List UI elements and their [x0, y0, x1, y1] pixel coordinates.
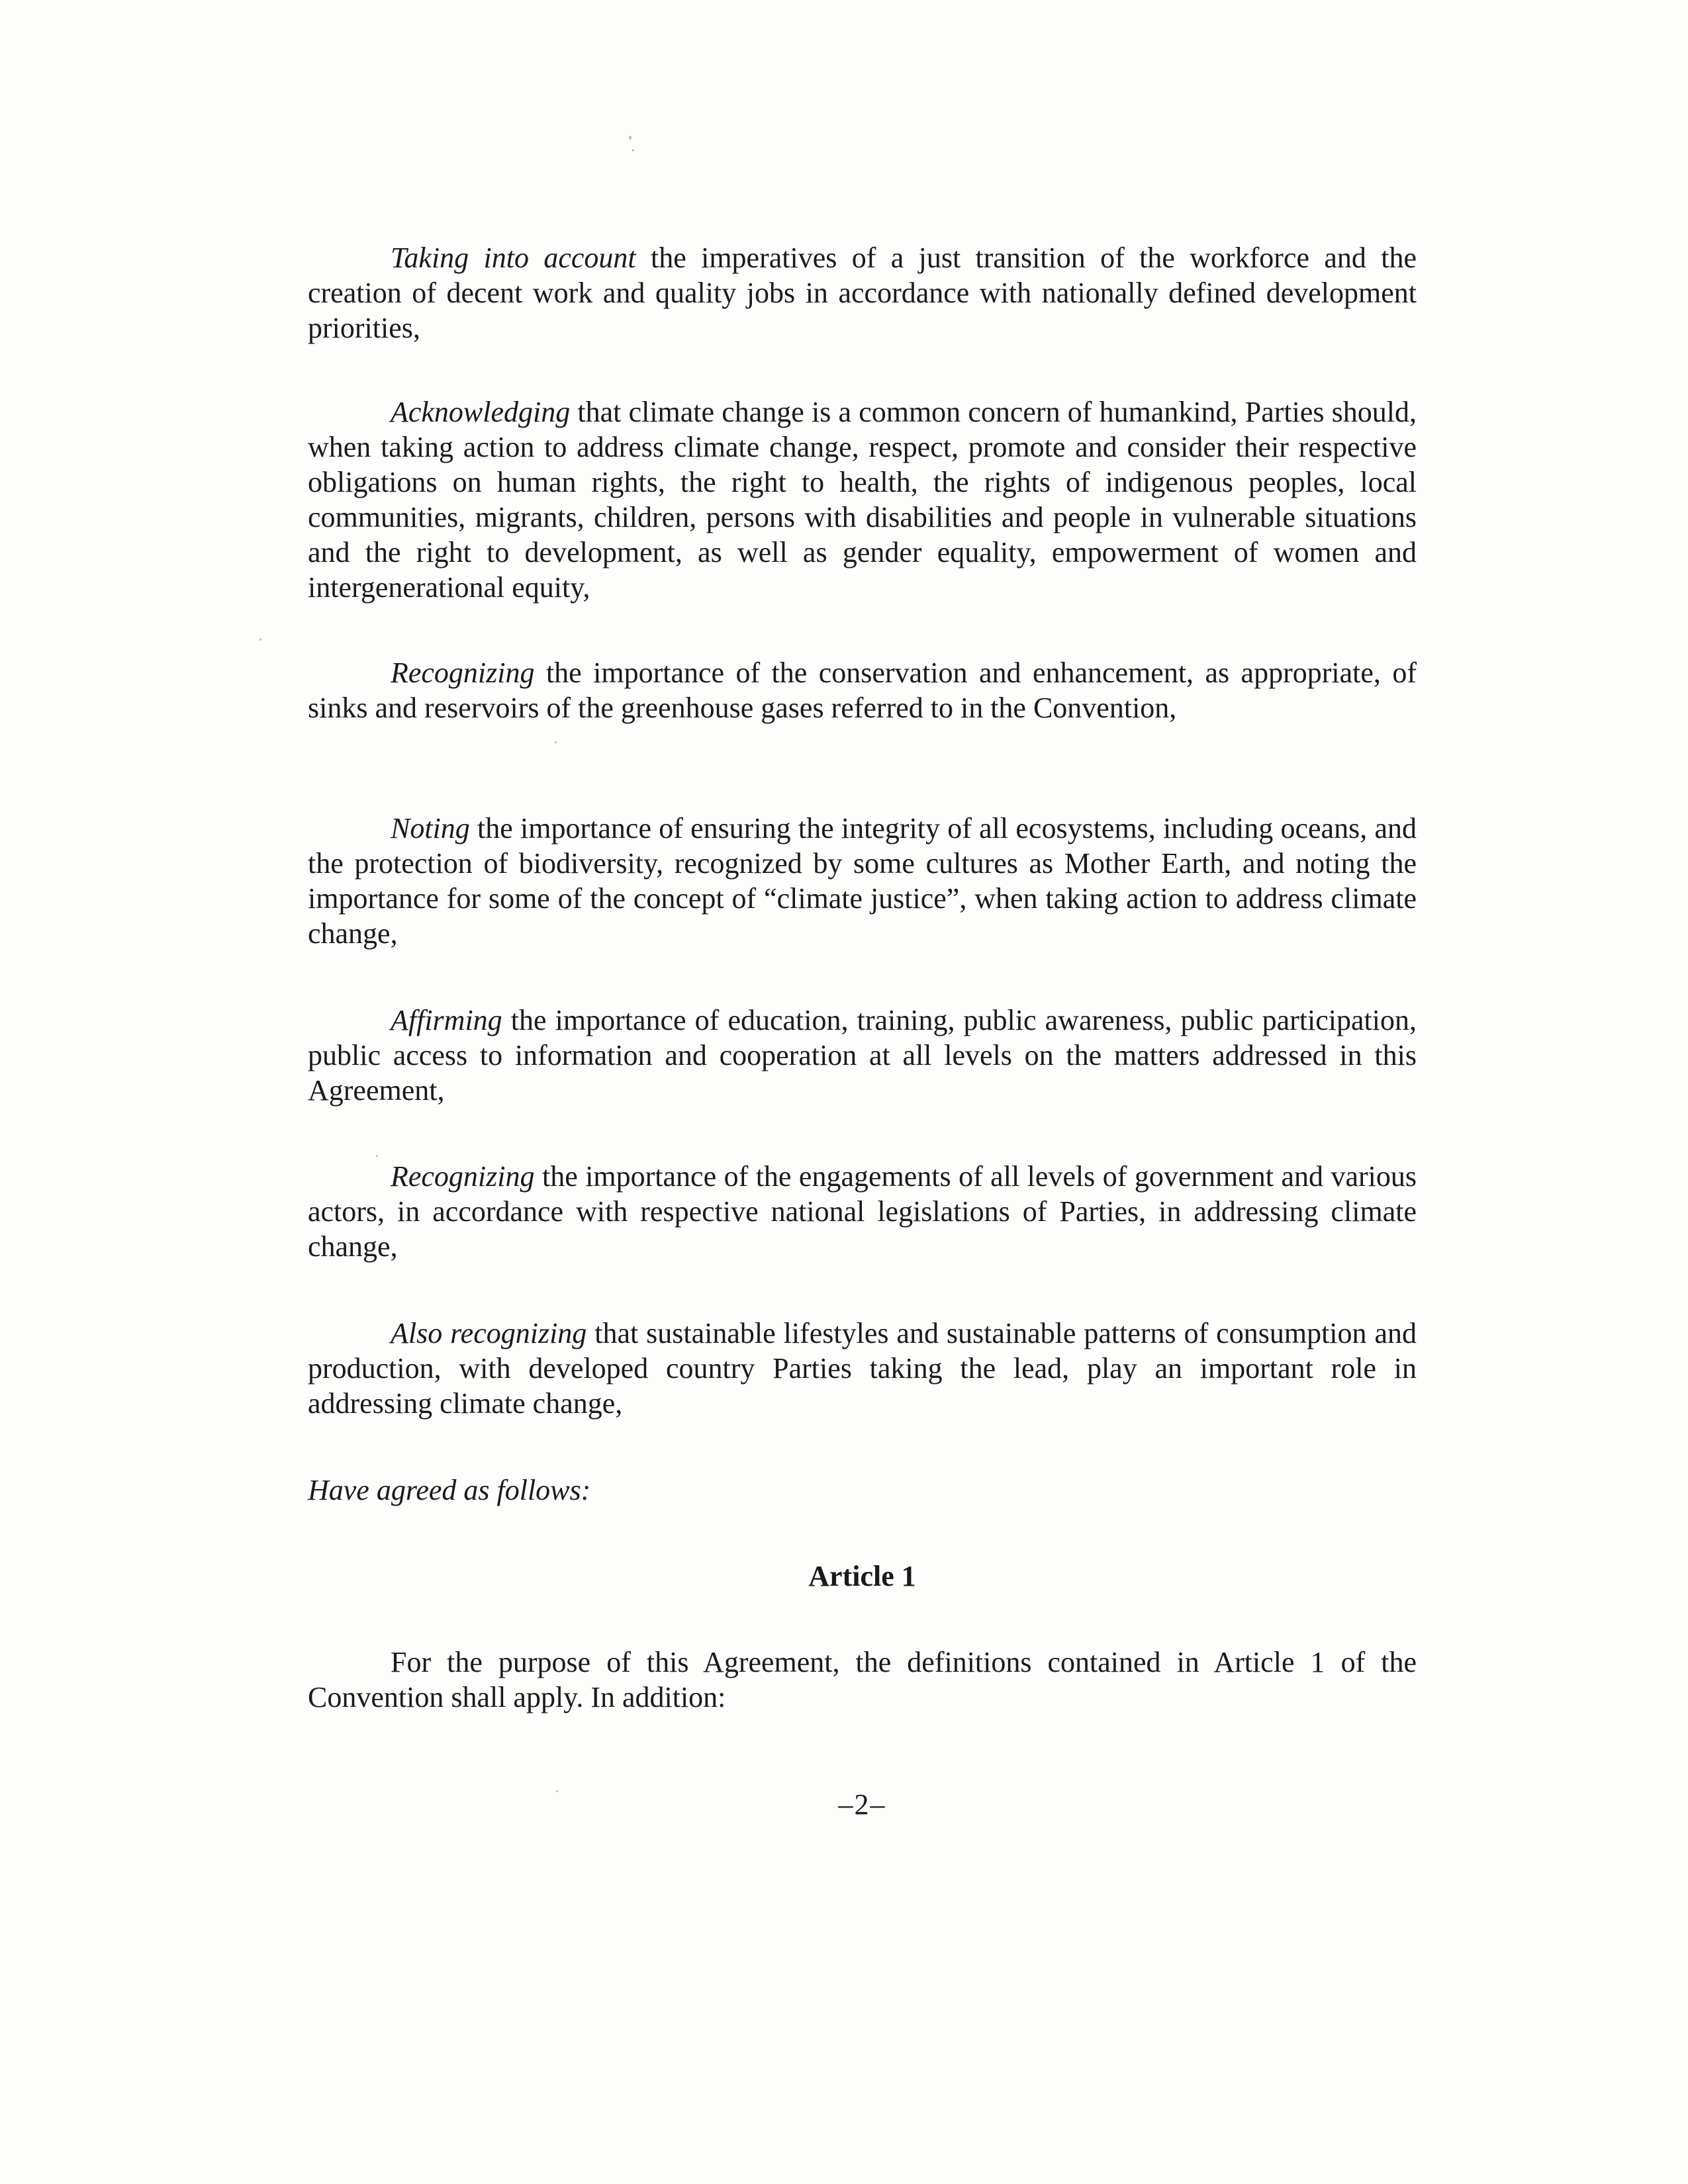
paragraph-lead: Recognizing	[391, 1160, 535, 1193]
article-paragraph	[308, 1645, 1417, 1715]
preamble-paragraph	[308, 1316, 1417, 1421]
preamble-paragraph	[308, 1159, 1417, 1264]
paragraph-lead: Acknowledging	[391, 396, 571, 428]
paragraph-text: the importance of the conservation and enhancement, as appropriate, of sinks and reservoirs of the greenhouse gases referred to in the Convention,	[308, 657, 1417, 724]
paragraph-text: the imperatives of a just transition of the workforce and the creation of decent work and quality jobs in accordance with nationally defined development priorities,	[308, 242, 1417, 344]
paragraph-lead: Recognizing	[391, 657, 535, 689]
preamble-paragraph	[308, 811, 1417, 951]
paragraph-text: that sustainable lifestyles and sustainable patterns of consumption and production, with developed country Parties taking the lead, play an important role in addressing climate change,	[308, 1317, 1417, 1420]
paragraph-lead: Affirming	[391, 1004, 502, 1036]
preamble-paragraph	[308, 1003, 1417, 1108]
scan-speck	[632, 149, 634, 152]
preamble-paragraph	[308, 240, 1417, 345]
paragraph-lead: Also recognizing	[391, 1317, 587, 1349]
closing-phrase: Have agreed as follows:	[308, 1474, 591, 1506]
preamble-paragraph	[308, 655, 1417, 725]
article-text: For the purpose of this Agreement, the definitions contained in Article 1 of the Convention shall apply. In addition:	[308, 1646, 1417, 1713]
scan-speck	[555, 741, 557, 743]
preamble-paragraph	[308, 394, 1417, 605]
paragraph-text: that climate change is a common concern of humankind, Parties should, when taking action to address climate change, respect, promote and consider their respective obligations on human rights, the right to health, the rights of indigenous peoples, local communities, migrants, children, persons with disabilities and people in vulnerable situations and the right to development, as well as gender equality, empowerment of women and intergenerational equity,	[308, 396, 1417, 604]
paragraph-lead: Taking into account	[391, 242, 636, 274]
paragraph-lead: Noting	[391, 812, 470, 844]
scan-speck	[259, 639, 261, 641]
paragraph-text: the importance of education, training, public awareness, public participation, public access to information and cooperation at all levels on the matters addressed in this Agreement,	[308, 1004, 1417, 1107]
paragraph-text: the importance of the engagements of all levels of government and various actors, in accordance with respective national legislations of Parties, in addressing climate change,	[308, 1160, 1417, 1263]
scan-speck	[376, 1155, 378, 1157]
page-number: –2–	[838, 1788, 886, 1821]
paragraph-text: the importance of ensuring the integrity of all ecosystems, including oceans, and the protection of biodiversity, recognized by some cultures as Mother Earth, and noting the importance for some of the concept of “climate justice”, when taking action to address climate change,	[308, 812, 1417, 950]
article-heading: Article 1	[808, 1560, 916, 1592]
scan-speck	[629, 136, 632, 140]
